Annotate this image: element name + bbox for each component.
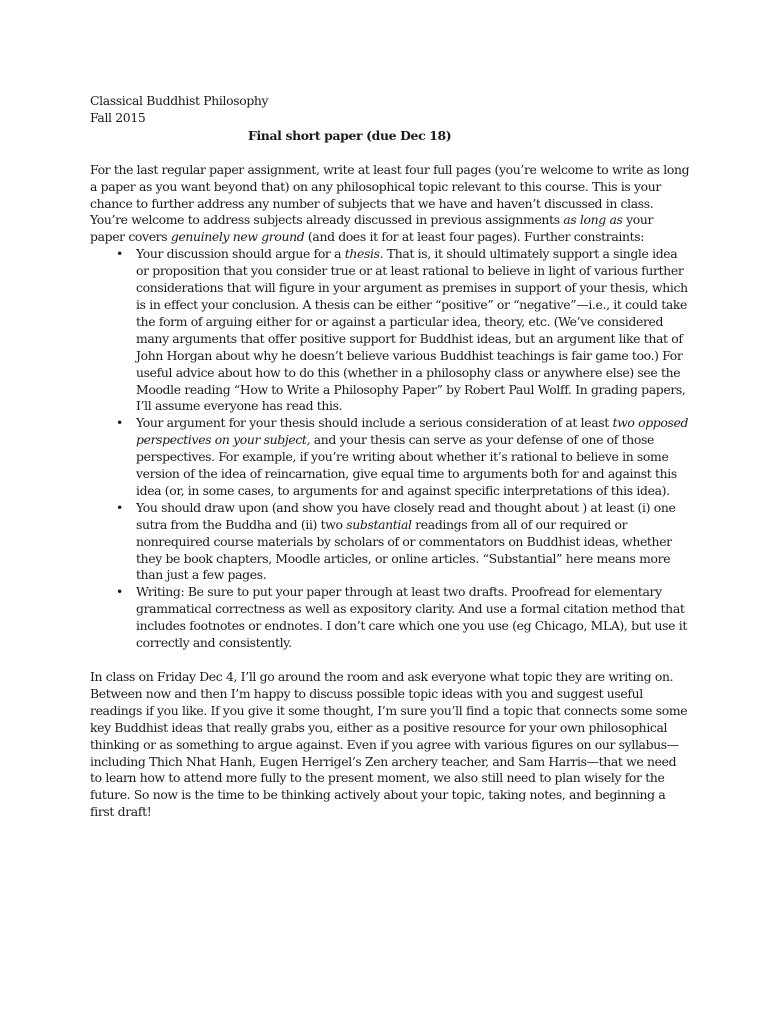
intro-text-2: your paper covers bbox=[90, 212, 654, 245]
constraints-list bbox=[90, 246, 690, 652]
bullet-1-text-2: That is, it should ultimately support a single idea or proposition that you consider true or at least rational to believe in light of various further considerations that will figure in your argument as premises in support of your thesis, which is in effect your conclusion. A thesis can be either “positive” or “negative”—i.e., it could take the form of arguing either for or against a particular idea, theory, etc. (We’ve considered many arguments that offer positive support for Buddhist ideas, but an argument like that of John Horgan about why he doesn’t believe various Buddhist teachings is fair game too.) For useful advice about how to do this (whether in a philosophy class or anywhere else) see the Moodle reading “How to Write a Philosophy Paper” by Robert Paul Wolff. In grading papers, I’ll assume everyone has read this. bbox=[136, 246, 688, 414]
list-item bbox=[116, 584, 690, 652]
bullet-2-emphasis: two opposed perspectives on your subject, bbox=[136, 415, 689, 448]
list-item bbox=[116, 415, 690, 500]
intro-emphasis-2: genuinely new ground bbox=[170, 229, 305, 245]
bullet-icon: • bbox=[116, 415, 123, 431]
bullet-icon: • bbox=[116, 584, 123, 600]
bullet-1-emphasis: thesis. bbox=[344, 246, 384, 262]
bullet-icon: • bbox=[116, 499, 123, 515]
bullet-4-text: Writing: Be sure to put your paper through at least two drafts. Proofread for elementary grammatical correctness as well as expository clarity. And use a formal citation method that includes footnotes or endnotes. I don’t care which one you use (eg Chicago, MLA), but use it correctly and consistently. bbox=[136, 584, 687, 651]
list-item bbox=[116, 499, 690, 585]
intro-text-3: (and does it for at least four pages). Further constraints: bbox=[304, 229, 645, 245]
course-name: Classical Buddhist Philosophy bbox=[90, 93, 269, 108]
assignment-title: Final short paper (due Dec 18) bbox=[248, 127, 452, 143]
intro-text-1: For the last regular paper assignment, write at least four full pages (you’re welcome to write as long a paper as you want beyond that) on any philosophical topic relevant to this course. This is your chance to further address any number of subjects that we have and haven’t discussed in class. You’re welcome to address subjects already discussed in previous assignments bbox=[90, 161, 690, 228]
bullet-2-text-2: and your thesis can serve as your defense of one of those perspectives. For example, if you’re writing about whether it’s rational to believe in some version of the idea of reincarnation, give equal time to arguments both for and against this idea (or, in some cases, to arguments for and against specific interpretations of this idea). bbox=[136, 432, 677, 498]
bullet-3-text-1: You should draw upon (and show you have closely read and thought about ) at least (i) one sutra from the Buddha and (ii) two bbox=[136, 499, 676, 532]
bullet-3-text-2: readings from all of our required or nonrequired course materials by scholars of or commentators on Buddhist ideas, whether they be book chapters, Moodle articles, or online articles. “Substantial” here means more than just a few pages. bbox=[136, 516, 672, 583]
bullet-3-emphasis: substantial bbox=[346, 516, 412, 532]
intro-emphasis-1: as long as bbox=[563, 212, 623, 228]
bullet-2-text-1: Your argument for your thesis should include a serious consideration of at least bbox=[136, 415, 613, 431]
closing-paragraph: In class on Friday Dec 4, I’ll go around the room and ask everyone what topic they are writing on. Between now and then I’m happy to discuss possible topic ideas with you and suggest useful readings if you like. If you give it some thought, I’m sure you’ll find a topic that connects some some key Buddhist ideas that really grabs you, either as a positive resource for your own philosophical thinking or as something to argue against. Even if you agree with various figures on our syllabus—including Thich Nhat Hanh, Eugen Herrigel’s Zen archery teacher, and Sam Harris—that we need to learn how to attend more fully to the present moment, we also still need to plan wisely for the future. So now is the time to be thinking actively about your topic, taking notes, and beginning a first draft! bbox=[90, 669, 688, 820]
course-term: Fall 2015 bbox=[90, 109, 146, 125]
list-item bbox=[116, 246, 690, 415]
bullet-icon: • bbox=[116, 246, 123, 262]
bullet-1-text-1: Your discussion should argue for a bbox=[136, 246, 345, 262]
document-page bbox=[90, 93, 690, 821]
intro-paragraph bbox=[90, 162, 690, 247]
